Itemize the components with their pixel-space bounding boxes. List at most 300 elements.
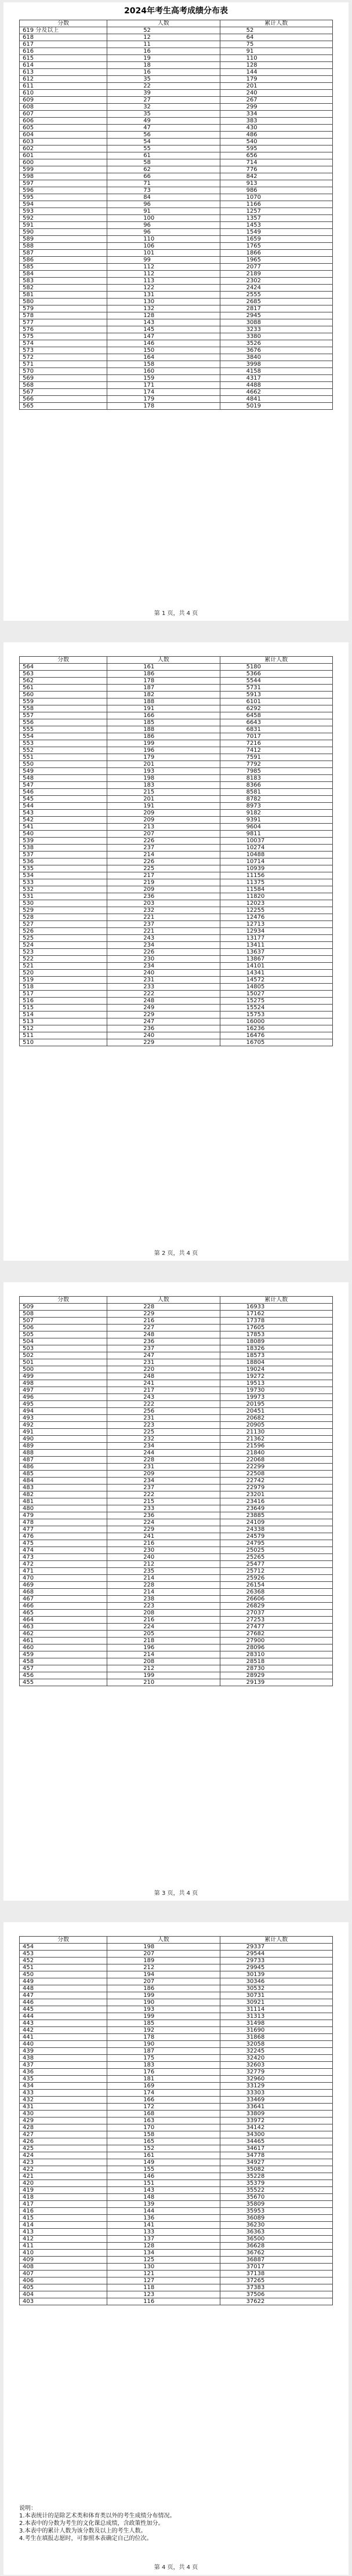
count-cell: 214 — [107, 1575, 220, 1582]
table-row — [20, 2243, 333, 2250]
cumulative-cell: 34300 — [220, 2131, 332, 2138]
score-cell: 580 — [20, 299, 107, 305]
score-cell: 518 — [20, 984, 107, 991]
table-row — [20, 1971, 333, 1978]
score-cell: 435 — [20, 2076, 107, 2083]
score-cell: 406 — [20, 2277, 107, 2284]
count-cell: 54 — [107, 139, 220, 145]
cumulative-cell: 12476 — [220, 914, 332, 921]
table-row — [20, 55, 333, 62]
table-row — [20, 678, 333, 685]
table-row — [20, 970, 333, 977]
table-row — [20, 2250, 333, 2257]
cumulative-cell: 16236 — [220, 1025, 332, 1032]
count-cell: 160 — [107, 368, 220, 375]
score-cell: 472 — [20, 1561, 107, 1568]
cumulative-cell: 27037 — [220, 1610, 332, 1617]
table-row — [20, 1596, 333, 1603]
score-cell: 503 — [20, 1345, 107, 1352]
count-cell: 168 — [107, 2111, 220, 2117]
table-row — [20, 1631, 333, 1638]
table-row — [20, 2271, 333, 2277]
cumulative-cell: 31690 — [220, 2027, 332, 2034]
cumulative-cell: 8183 — [220, 775, 332, 782]
table-row — [20, 166, 333, 173]
table-row — [20, 1992, 333, 1999]
table-row — [20, 2090, 333, 2097]
score-cell: 437 — [20, 2062, 107, 2069]
table-row — [20, 229, 333, 236]
cumulative-cell: 28096 — [220, 1644, 332, 1651]
score-cell: 478 — [20, 1519, 107, 1526]
score-cell: 514 — [20, 1012, 107, 1018]
score-cell: 527 — [20, 921, 107, 928]
cumulative-cell: 1765 — [220, 243, 332, 250]
cumulative-cell: 37265 — [220, 2277, 332, 2284]
table-row — [20, 2264, 333, 2271]
table-row — [20, 62, 333, 69]
score-cell: 498 — [20, 1380, 107, 1387]
score-cell: 598 — [20, 173, 107, 180]
document-page-2 — [3, 642, 349, 1261]
score-cell: 407 — [20, 2271, 107, 2277]
count-cell: 193 — [107, 2006, 220, 2013]
count-cell: 19 — [107, 55, 220, 62]
score-cell: 573 — [20, 347, 107, 354]
count-cell: 188 — [107, 698, 220, 705]
table-row — [20, 2257, 333, 2264]
cumulative-cell: 986 — [220, 187, 332, 194]
score-cell: 603 — [20, 139, 107, 145]
table-row — [20, 83, 333, 90]
score-cell: 533 — [20, 879, 107, 886]
count-cell: 209 — [107, 886, 220, 893]
table-row — [20, 733, 333, 740]
score-cell: 578 — [20, 312, 107, 319]
score-cell: 465 — [20, 1610, 107, 1617]
cumulative-cell: 144 — [220, 69, 332, 76]
cumulative-cell: 3676 — [220, 347, 332, 354]
table-row — [20, 1018, 333, 1025]
cumulative-cell: 30532 — [220, 1985, 332, 1992]
score-cell: 442 — [20, 2027, 107, 2034]
score-cell: 440 — [20, 2041, 107, 2048]
score-cell: 464 — [20, 1617, 107, 1624]
cumulative-cell: 64 — [220, 34, 332, 41]
cumulative-cell: 29945 — [220, 1964, 332, 1971]
table-row — [20, 1380, 333, 1387]
score-cell: 424 — [20, 2152, 107, 2159]
cumulative-cell: 24338 — [220, 1526, 332, 1533]
table-row — [20, 977, 333, 984]
cumulative-cell: 16000 — [220, 1018, 332, 1025]
score-cell: 470 — [20, 1575, 107, 1582]
cumulative-cell: 34617 — [220, 2145, 332, 2152]
score-cell: 592 — [20, 215, 107, 222]
score-cell: 615 — [20, 55, 107, 62]
cumulative-cell: 8581 — [220, 789, 332, 796]
score-cell: 485 — [20, 1471, 107, 1478]
count-cell: 224 — [107, 1519, 220, 1526]
table-row — [20, 685, 333, 692]
table-row — [20, 705, 333, 712]
score-cell: 583 — [20, 278, 107, 285]
score-cell: 433 — [20, 2090, 107, 2097]
score-cell: 570 — [20, 368, 107, 375]
cumulative-cell: 10714 — [220, 858, 332, 865]
header-cumulative: 累计人数 — [220, 1937, 332, 1944]
score-cell: 586 — [20, 257, 107, 264]
cumulative-cell: 27682 — [220, 1631, 332, 1638]
score-cell: 454 — [20, 1944, 107, 1951]
count-cell: 208 — [107, 1658, 220, 1665]
table-row — [20, 845, 333, 852]
cumulative-cell: 19973 — [220, 1394, 332, 1401]
score-cell: 421 — [20, 2173, 107, 2180]
score-cell: 609 — [20, 97, 107, 104]
cumulative-cell: 21130 — [220, 1429, 332, 1436]
cumulative-cell: 15524 — [220, 1005, 332, 1012]
table-row — [20, 2097, 333, 2104]
cumulative-cell: 1659 — [220, 236, 332, 243]
count-cell: 52 — [107, 27, 220, 34]
cumulative-cell: 36500 — [220, 2236, 332, 2243]
score-cell: 611 — [20, 83, 107, 90]
table-row — [20, 1039, 333, 1046]
table-row — [20, 921, 333, 928]
table-row — [20, 1547, 333, 1554]
score-cell: 575 — [20, 333, 107, 340]
table-row — [20, 41, 333, 48]
table-row — [20, 963, 333, 970]
count-cell: 194 — [107, 1971, 220, 1978]
count-cell: 159 — [107, 375, 220, 382]
cumulative-cell: 12023 — [220, 900, 332, 907]
table-row — [20, 1561, 333, 1568]
table-row — [20, 145, 333, 152]
count-cell: 96 — [107, 222, 220, 229]
score-cell: 490 — [20, 1436, 107, 1443]
cumulative-cell: 1549 — [220, 229, 332, 236]
table-row — [20, 90, 333, 97]
count-cell: 84 — [107, 194, 220, 201]
score-cell: 561 — [20, 685, 107, 692]
table-row — [20, 671, 333, 678]
count-cell: 223 — [107, 1422, 220, 1429]
count-cell: 143 — [107, 2187, 220, 2194]
cumulative-cell: 91 — [220, 48, 332, 55]
score-cell: 458 — [20, 1658, 107, 1665]
score-cell: 512 — [20, 1025, 107, 1032]
count-cell: 227 — [107, 1325, 220, 1331]
score-cell: 555 — [20, 726, 107, 733]
count-cell: 217 — [107, 872, 220, 879]
count-cell: 208 — [107, 1610, 220, 1617]
table-row — [20, 1471, 333, 1478]
count-cell: 236 — [107, 1512, 220, 1519]
score-cell: 579 — [20, 305, 107, 312]
cumulative-cell: 240 — [220, 90, 332, 97]
notes-block — [19, 2505, 335, 2542]
table-row — [20, 810, 333, 817]
count-cell: 190 — [107, 2041, 220, 2048]
cumulative-cell: 13177 — [220, 935, 332, 942]
count-cell: 118 — [107, 2284, 220, 2291]
table-row — [20, 1450, 333, 1457]
table-row — [20, 2083, 333, 2090]
score-cell: 571 — [20, 361, 107, 368]
table-row — [20, 712, 333, 719]
count-cell: 187 — [107, 2048, 220, 2055]
score-cell: 517 — [20, 991, 107, 998]
score-cell: 429 — [20, 2117, 107, 2124]
count-cell: 212 — [107, 1964, 220, 1971]
table-row — [20, 382, 333, 389]
score-cell: 466 — [20, 1603, 107, 1610]
score-cell: 521 — [20, 963, 107, 970]
table-row — [20, 1032, 333, 1039]
cumulative-cell: 3380 — [220, 333, 332, 340]
cumulative-cell: 34465 — [220, 2138, 332, 2145]
score-cell: 594 — [20, 201, 107, 208]
score-cell: 599 — [20, 166, 107, 173]
table-row — [20, 1415, 333, 1422]
table-row — [20, 2117, 333, 2124]
score-cell: 577 — [20, 319, 107, 326]
count-cell: 35 — [107, 111, 220, 118]
cumulative-cell: 33303 — [220, 2090, 332, 2097]
cumulative-cell: 13867 — [220, 956, 332, 963]
table-row — [20, 368, 333, 375]
score-cell: 568 — [20, 382, 107, 389]
cumulative-cell: 4662 — [220, 389, 332, 396]
count-cell: 244 — [107, 1450, 220, 1457]
cumulative-cell: 1453 — [220, 222, 332, 229]
count-cell: 229 — [107, 1039, 220, 1046]
count-cell: 198 — [107, 1944, 220, 1951]
table-row — [20, 1603, 333, 1610]
cumulative-cell: 16476 — [220, 1032, 332, 1039]
count-cell: 136 — [107, 2215, 220, 2222]
score-cell: 600 — [20, 159, 107, 166]
score-cell: 576 — [20, 326, 107, 333]
score-cell: 602 — [20, 145, 107, 152]
score-cell: 425 — [20, 2145, 107, 2152]
score-cell: 456 — [20, 1672, 107, 1679]
table-row — [20, 852, 333, 858]
table-row — [20, 396, 333, 403]
document-page-4 — [3, 1922, 349, 2575]
count-cell: 22 — [107, 83, 220, 90]
score-cell: 597 — [20, 180, 107, 187]
score-cell: 476 — [20, 1533, 107, 1540]
count-cell: 221 — [107, 914, 220, 921]
cumulative-cell: 35379 — [220, 2180, 332, 2187]
count-cell: 234 — [107, 1443, 220, 1450]
cumulative-cell: 33972 — [220, 2117, 332, 2124]
count-cell: 229 — [107, 1526, 220, 1533]
cumulative-cell: 28518 — [220, 1658, 332, 1665]
cumulative-cell: 17605 — [220, 1325, 332, 1331]
table-row — [20, 1658, 333, 1665]
cumulative-cell: 10939 — [220, 865, 332, 872]
count-cell: 96 — [107, 201, 220, 208]
table-row — [20, 2013, 333, 2020]
cumulative-cell: 2817 — [220, 305, 332, 312]
cumulative-cell: 11156 — [220, 872, 332, 879]
cumulative-cell: 25712 — [220, 1568, 332, 1575]
table-row — [20, 998, 333, 1005]
cumulative-cell: 17853 — [220, 1331, 332, 1338]
count-cell: 230 — [107, 956, 220, 963]
score-cell: 589 — [20, 236, 107, 243]
score-cell: 519 — [20, 977, 107, 984]
table-row — [20, 1533, 333, 1540]
score-cell: 404 — [20, 2291, 107, 2298]
cumulative-cell: 37506 — [220, 2291, 332, 2298]
cumulative-cell: 383 — [220, 118, 332, 125]
score-cell: 548 — [20, 775, 107, 782]
score-cell: 566 — [20, 396, 107, 403]
score-cell: 612 — [20, 76, 107, 83]
score-cell: 584 — [20, 271, 107, 278]
cumulative-cell: 5019 — [220, 403, 332, 410]
header-cumulative: 累计人数 — [220, 1297, 332, 1304]
score-cell: 420 — [20, 2180, 107, 2187]
table-row — [20, 1331, 333, 1338]
cumulative-cell: 26368 — [220, 1589, 332, 1596]
count-cell: 58 — [107, 159, 220, 166]
table-row — [20, 1589, 333, 1596]
table-row — [20, 194, 333, 201]
score-cell: 475 — [20, 1540, 107, 1547]
table-row — [20, 1554, 333, 1561]
count-cell: 198 — [107, 775, 220, 782]
count-cell: 145 — [107, 326, 220, 333]
table-row — [20, 2201, 333, 2208]
count-cell: 207 — [107, 1951, 220, 1958]
score-cell: 449 — [20, 1978, 107, 1985]
count-cell: 113 — [107, 278, 220, 285]
score-cell: 486 — [20, 1464, 107, 1471]
count-cell: 232 — [107, 1436, 220, 1443]
count-cell: 243 — [107, 935, 220, 942]
cumulative-cell: 2945 — [220, 312, 332, 319]
table-row — [20, 2104, 333, 2111]
note-line: 4.考生在填报志愿时，可参照本表确定自己的位次。 — [19, 2535, 153, 2542]
cumulative-cell: 8782 — [220, 796, 332, 803]
score-cell: 499 — [20, 1373, 107, 1380]
count-cell: 185 — [107, 719, 220, 726]
count-cell: 236 — [107, 893, 220, 900]
count-cell: 110 — [107, 236, 220, 243]
table-row — [20, 111, 333, 118]
note-line: 2.本表中的分数为考生的文化课总成绩，含政策性加分。 — [19, 2520, 164, 2527]
cumulative-cell: 16933 — [220, 1304, 332, 1311]
cumulative-cell: 10037 — [220, 838, 332, 845]
score-cell: 582 — [20, 285, 107, 292]
table-row — [20, 907, 333, 914]
table-row — [20, 215, 333, 222]
count-cell: 237 — [107, 845, 220, 852]
score-cell: 453 — [20, 1951, 107, 1958]
table-row — [20, 389, 333, 396]
table-row — [20, 375, 333, 382]
cumulative-cell: 11820 — [220, 893, 332, 900]
count-cell: 225 — [107, 865, 220, 872]
table-row — [20, 1651, 333, 1658]
cumulative-cell: 33809 — [220, 2111, 332, 2117]
score-cell: 487 — [20, 1457, 107, 1464]
cumulative-cell: 9604 — [220, 824, 332, 831]
count-cell: 203 — [107, 900, 220, 907]
cumulative-cell: 25265 — [220, 1554, 332, 1561]
count-cell: 185 — [107, 2020, 220, 2027]
count-cell: 178 — [107, 2034, 220, 2041]
cumulative-cell: 179 — [220, 76, 332, 83]
table-row — [20, 1394, 333, 1401]
score-cell: 520 — [20, 970, 107, 977]
cumulative-cell: 776 — [220, 166, 332, 173]
score-cell: 549 — [20, 768, 107, 775]
count-cell: 73 — [107, 187, 220, 194]
score-cell: 479 — [20, 1512, 107, 1519]
header-count: 人数 — [107, 1297, 220, 1304]
count-cell: 106 — [107, 243, 220, 250]
table-row — [20, 2069, 333, 2076]
score-cell: 461 — [20, 1638, 107, 1644]
score-cell: 508 — [20, 1311, 107, 1318]
table-row — [20, 264, 333, 271]
table-row — [20, 991, 333, 998]
count-cell: 199 — [107, 740, 220, 747]
count-cell: 216 — [107, 1617, 220, 1624]
score-cell: 438 — [20, 2055, 107, 2062]
count-cell: 172 — [107, 2104, 220, 2111]
count-cell: 223 — [107, 1603, 220, 1610]
score-cell: 541 — [20, 824, 107, 831]
cumulative-cell: 4841 — [220, 396, 332, 403]
score-cell: 434 — [20, 2083, 107, 2090]
count-cell: 188 — [107, 726, 220, 733]
score-cell: 515 — [20, 1005, 107, 1012]
table-row — [20, 2229, 333, 2236]
table-row — [20, 208, 333, 215]
cumulative-cell: 36628 — [220, 2243, 332, 2250]
score-cell: 596 — [20, 187, 107, 194]
score-cell: 546 — [20, 789, 107, 796]
count-cell: 231 — [107, 1359, 220, 1366]
cumulative-cell: 7017 — [220, 733, 332, 740]
count-cell: 174 — [107, 2090, 220, 2097]
cumulative-cell: 5366 — [220, 671, 332, 678]
cumulative-cell: 17162 — [220, 1311, 332, 1318]
score-cell: 534 — [20, 872, 107, 879]
cumulative-cell: 6643 — [220, 719, 332, 726]
count-cell: 112 — [107, 264, 220, 271]
count-cell: 183 — [107, 2062, 220, 2069]
cumulative-cell: 656 — [220, 152, 332, 159]
score-cell: 446 — [20, 1999, 107, 2006]
score-cell: 448 — [20, 1985, 107, 1992]
table-row — [20, 1422, 333, 1429]
score-cell: 540 — [20, 831, 107, 838]
table-row — [20, 2048, 333, 2055]
count-cell: 148 — [107, 2194, 220, 2201]
cumulative-cell: 14805 — [220, 984, 332, 991]
cumulative-cell: 23649 — [220, 1505, 332, 1512]
cumulative-cell: 25926 — [220, 1575, 332, 1582]
